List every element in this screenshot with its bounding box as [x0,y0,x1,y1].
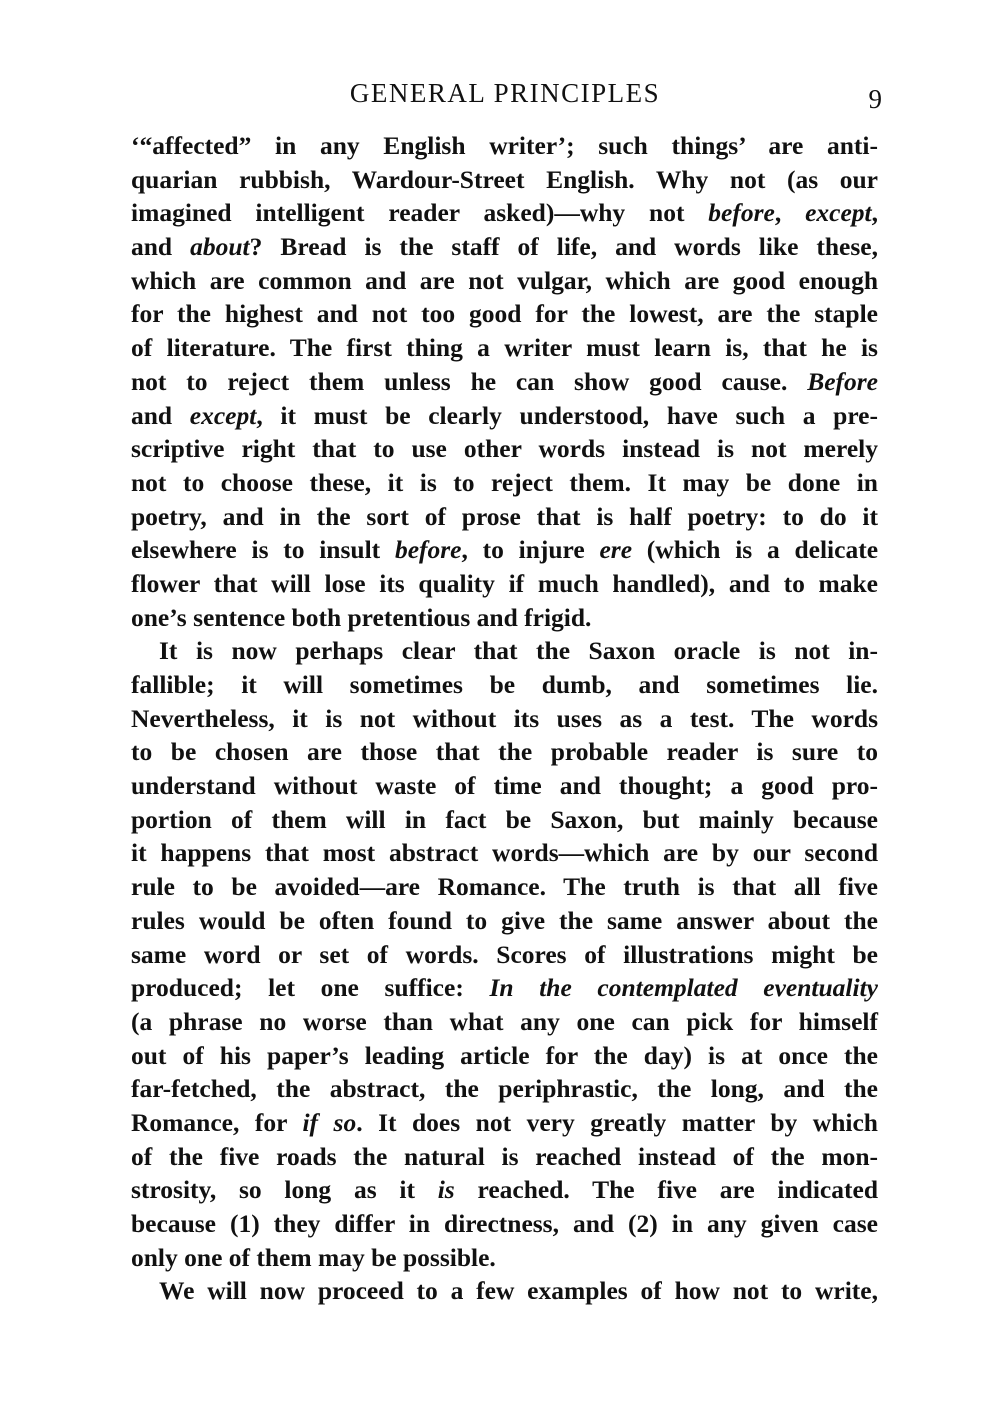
text-segment: We will now proceed to a few examples of how not to write, [159,1276,878,1306]
italic-text: except [189,400,257,430]
running-head [130,78,880,114]
text-segment: , to injure [461,535,600,565]
text-segment: scriptive right that to use other words instead is not merely [131,434,878,464]
italic-text: In the contemplated eventuality [489,973,878,1003]
text-line [131,1072,878,1106]
italic-text: ere [599,535,633,565]
text-line [131,331,878,365]
text-line [131,634,878,668]
text-segment: Nevertheless, it is not without its uses as a test. The words [131,703,878,733]
text-line [131,1173,878,1207]
text-line [131,836,878,870]
text-line [131,500,878,534]
text-segment: elsewhere is to insult [131,535,395,565]
text-segment: It is now perhaps clear that the Saxon oracle is not in- [159,636,878,666]
text-line [131,938,878,972]
text-line [131,365,878,399]
italic-text: if so [302,1107,357,1137]
text-line [131,466,878,500]
text-line [131,432,878,466]
text-segment: understand without waste of time and thought; a good pro- [131,771,878,801]
italic-text: Before [807,366,878,396]
text-line [131,1274,878,1308]
italic-text: before [394,535,462,565]
text-line [131,264,878,298]
text-segment: (which is a delicate [632,535,879,565]
text-line [131,533,878,567]
text-line [131,1140,878,1174]
text-segment: because (1) they differ in directness, and (2) in any given case [131,1209,878,1238]
text-line [131,1039,878,1073]
text-segment: quarian rubbish, Wardour-Street English. Why not (as our [131,164,878,194]
text-segment: imagined intelligent reader asked)—why not [131,198,709,228]
text-line [131,163,878,197]
page-number: 9 [868,84,882,114]
text-segment: one’s sentence both pretentious and frigid. [131,602,592,632]
text-line [131,567,878,601]
text-line [131,870,878,904]
text-segment: only one of them may be possible. [131,1242,496,1272]
text-line [131,1241,878,1275]
text-segment: reached. The five are indicated [454,1175,878,1205]
text-segment: produced; let one suffice: [131,973,490,1003]
text-line [131,904,878,938]
text-segment: , [871,198,878,228]
text-segment: which are common and are not vulgar, which are good enough [131,265,878,295]
text-segment: strosity, so long as it [131,1175,438,1205]
text-line [131,735,878,769]
text-segment: fallible; it will sometimes be dumb, and sometimes lie. [131,670,878,699]
text-segment: it happens that most abstract words—which are by our second [131,838,878,868]
italic-text: except [805,198,872,228]
italic-text: about [190,232,250,262]
text-segment: for the highest and not too good for the lowest, are the staple [131,299,878,329]
text-segment: rules would be often found to give the same answer about the [131,905,878,935]
italic-text: before [708,198,775,228]
text-segment: (a phrase no worse than what any one can pick for himself [131,1006,878,1036]
text-line [131,769,878,803]
text-segment: far-fetched, the abstract, the periphrastic, the long, and the [131,1074,878,1104]
text-segment: rule to be avoided—are Romance. The truth is that all five [131,872,878,902]
text-segment: out of his paper’s leading article for the day) is at once the [131,1040,878,1070]
text-segment: flower that will lose its quality if much handled), and to make [131,568,878,598]
text-line [131,399,878,433]
text-line [131,1005,878,1039]
body-text [131,129,878,1308]
text-line [131,196,878,230]
text-segment: and [131,232,191,262]
text-segment: same word or set of words. Scores of illustrations might be [131,939,878,969]
text-segment: portion of them will in fact be Saxon, but mainly because [131,804,878,834]
text-line [131,1207,878,1241]
text-segment: not to choose these, it is to reject them. It may be done in [131,467,878,497]
text-segment: ? Bread is the staff of life, and words like these, [249,232,878,262]
text-line [131,1106,878,1140]
text-line [131,601,878,635]
text-segment: , it must be clearly understood, have such a pre- [256,400,878,430]
text-segment: of literature. The first thing a writer must learn is, that he is [131,333,878,363]
text-line [131,230,878,264]
text-segment: poetry, and in the sort of prose that is half poetry: to do it [131,501,878,531]
text-segment: ‘“affected” in any English writer’; such things’ are anti- [131,131,878,160]
text-segment: not to reject them unless he can show good cause. [131,366,808,396]
text-line [131,803,878,837]
text-segment: . It does not very greatly matter by which [356,1107,878,1137]
text-line [131,297,878,331]
text-line [131,129,878,163]
italic-text: is [437,1175,455,1205]
text-segment: and [131,400,190,430]
running-title: GENERAL PRINCIPLES [349,78,661,108]
text-segment: of the five roads the natural is reached instead of the mon- [131,1141,878,1171]
text-segment: , [774,198,806,228]
text-line [131,702,878,736]
text-line [131,668,878,702]
text-segment: Romance, for [131,1107,303,1137]
text-segment: to be chosen are those that the probable reader is sure to [131,737,878,767]
text-line [131,971,878,1005]
